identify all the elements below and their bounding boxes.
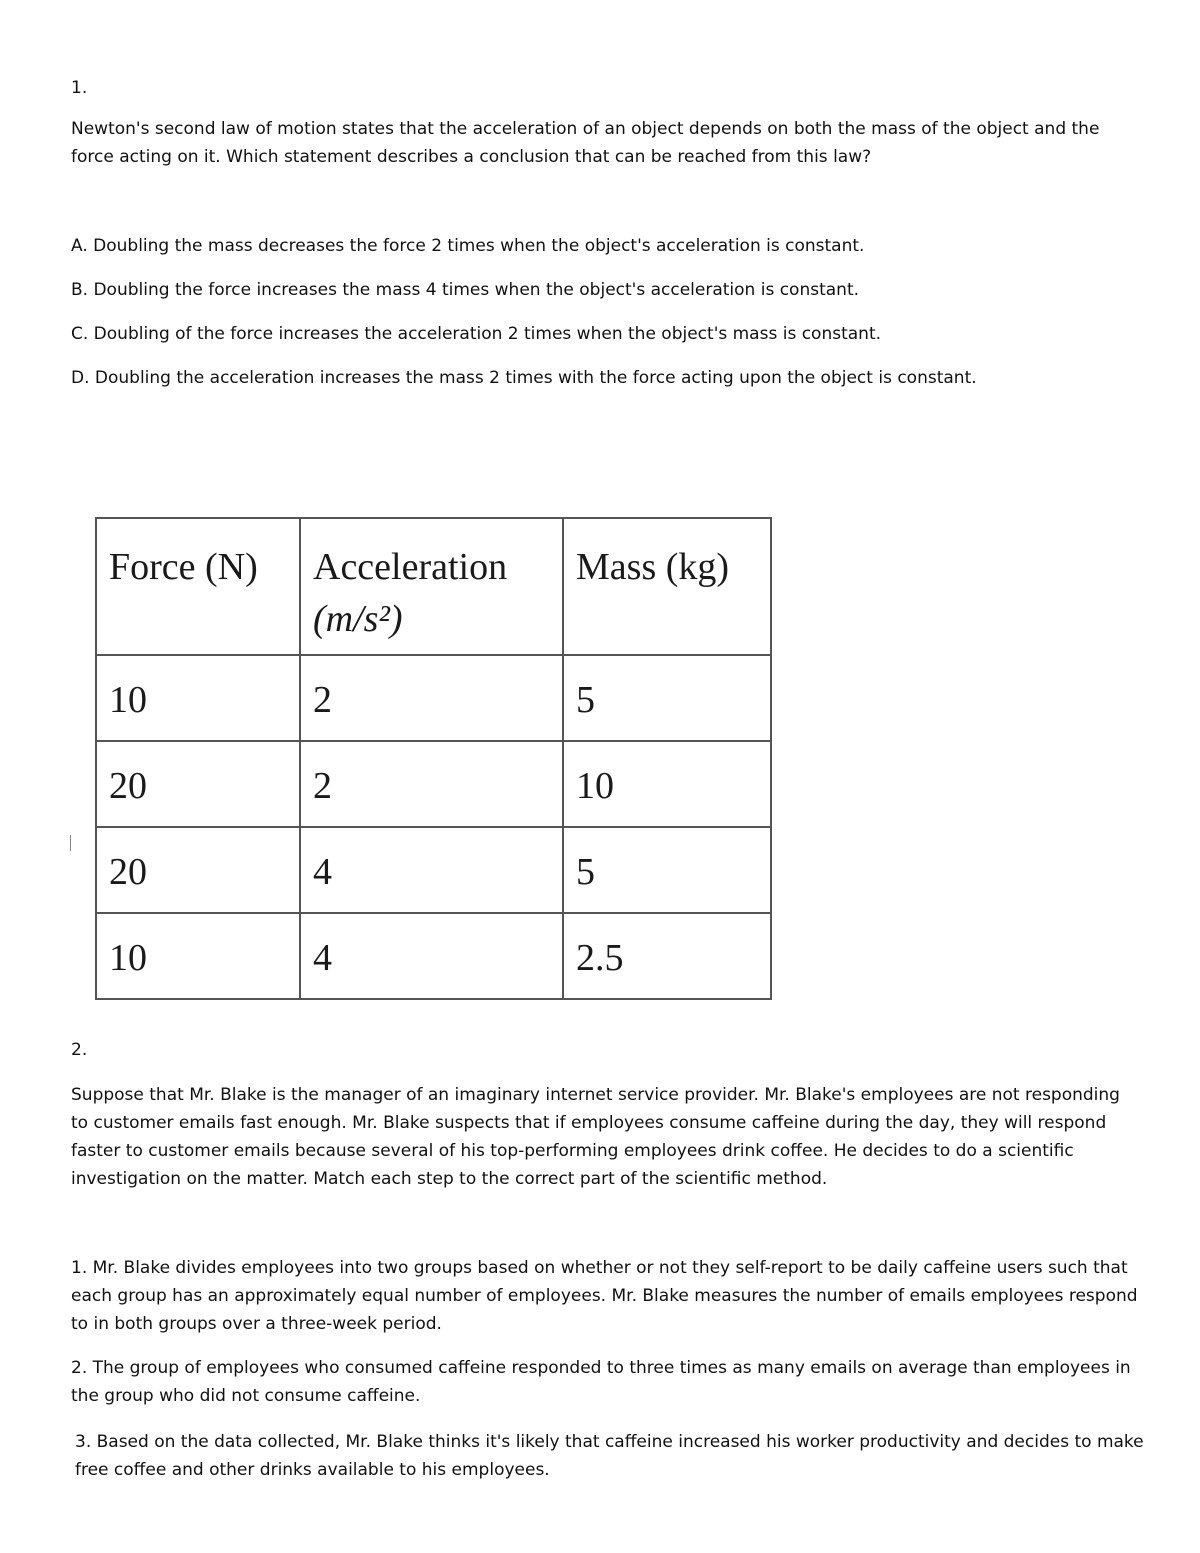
question-1-option-b: B. Doubling the force increases the mass 4 times when the object's acceleration is constant. [71, 280, 860, 300]
table-cell: 10 [563, 741, 771, 827]
table-cell: 10 [96, 655, 300, 741]
question-2-step-1: 1. Mr. Blake divides employees into two groups based on whether or not they self-report to be daily caffeine users such that each group has an approximately equal number of employees. Mr. Blake measures the number of emails employees respond to in both groups over a three-week period. [71, 1258, 1138, 1334]
force-acceleration-mass-table [95, 517, 772, 1000]
question-1-number: 1. [71, 78, 88, 98]
margin-mark [70, 835, 71, 851]
table-cell: 4 [300, 827, 563, 913]
table-row [96, 655, 771, 741]
table-cell: 10 [96, 913, 300, 999]
header-acceleration-label: Acceleration [313, 546, 508, 588]
table-cell: 2 [300, 741, 563, 827]
table-cell: 4 [300, 913, 563, 999]
question-1-option-c: C. Doubling of the force increases the acceleration 2 times when the object's mass is constant. [71, 324, 882, 344]
table-cell: 5 [563, 827, 771, 913]
header-mass: Mass (kg) [563, 518, 771, 655]
header-force: Force (N) [96, 518, 300, 655]
table-cell: 20 [96, 827, 300, 913]
table-row [96, 827, 771, 913]
header-acceleration [300, 518, 563, 655]
table-cell: 2 [300, 655, 563, 741]
question-2-stem: Suppose that Mr. Blake is the manager of an imaginary internet service provider. Mr. Blake's employees are not responding to customer emails fast enough. Mr. Blake suspects that if employees consume caffeine during the day, they will respond faster to customer emails because several of his top-performing employees drink coffee. He decides to do a scientific investigation on the matter. Match each step to the correct part of the scientific method. [71, 1085, 1120, 1189]
question-2-step-2: 2. The group of employees who consumed caffeine responded to three times as many emails on average than employees in the group who did not consume caffeine. [71, 1358, 1131, 1406]
table-row [96, 913, 771, 999]
question-1-option-a: A. Doubling the mass decreases the force 2 times when the object's acceleration is constant. [71, 236, 865, 256]
question-1-stem-line-1: Newton's second law of motion states that the acceleration of an object depends on both the mass of the object and the [71, 119, 1100, 139]
question-2-step-3: 3. Based on the data collected, Mr. Blake thinks it's likely that caffeine increased his worker productivity and decides to make free coffee and other drinks available to his employees. [75, 1432, 1144, 1480]
table-row [96, 741, 771, 827]
table-cell: 5 [563, 655, 771, 741]
table-header-row [96, 518, 771, 655]
question-1-option-d: D. Doubling the acceleration increases the mass 2 times with the force acting upon the object is constant. [71, 368, 977, 388]
question-1-stem-line-2: force acting on it. Which statement describes a conclusion that can be reached from this law? [71, 147, 872, 167]
table-cell: 20 [96, 741, 300, 827]
table-cell: 2.5 [563, 913, 771, 999]
question-2-number: 2. [71, 1040, 88, 1060]
header-acceleration-unit: (m/s²) [313, 598, 403, 640]
